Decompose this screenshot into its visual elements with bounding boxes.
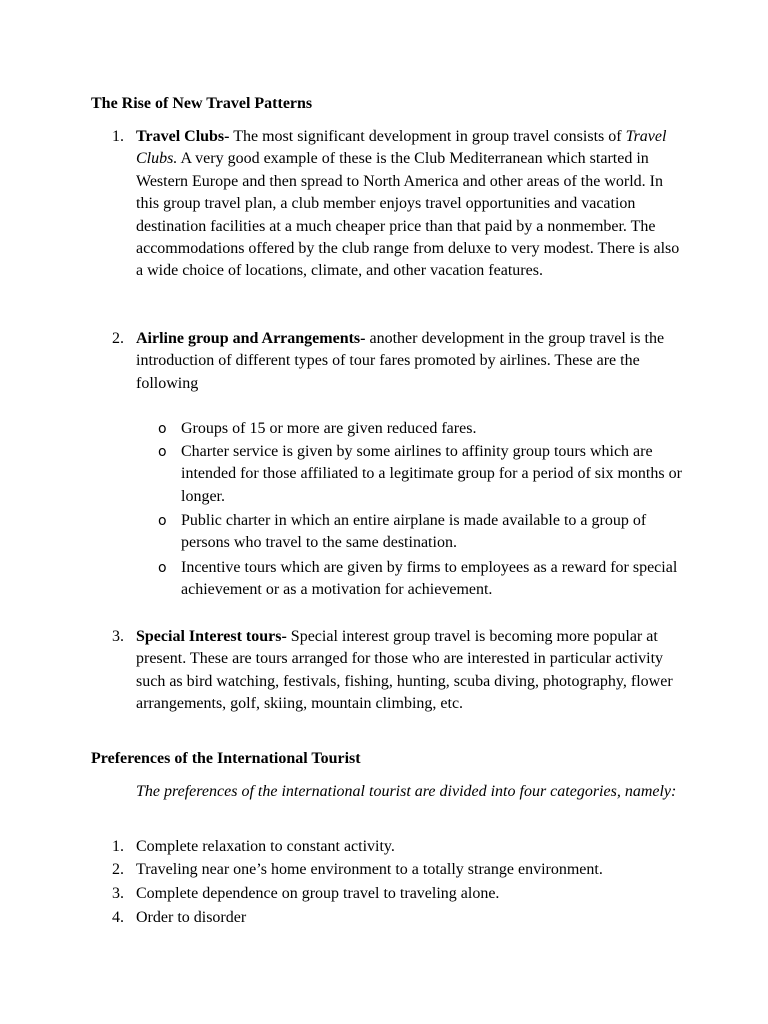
list-item: Traveling near one’s home environment to a totally strange environment.: [136, 861, 603, 878]
list-number: 4.: [112, 909, 124, 926]
intro-paragraph: The preferences of the international tourist are divided into four categories, namely:: [136, 783, 677, 800]
bullet-text: Public charter in which an entire airplane is made available to a group of persons who travel to the same destination.: [181, 512, 647, 552]
item-text: A very good example of these is the Club Mediterranean which started in Western Europe and then spread to North America and other areas of the world. In this group travel plan, a club member enjoys travel opportunities and vacation destination facilities at a much cheaper price than that paid by a nonmember. The accommodations offered by the club range from deluxe to very modest. There is also a wide choice of locations, climate, and other vacation features.: [136, 150, 680, 280]
section-heading-preferences: Preferences of the International Tourist: [91, 750, 361, 767]
item-title: Airline group and Arrangements-: [136, 330, 366, 347]
bullet-marker: o: [158, 421, 167, 437]
list-item: Complete dependence on group travel to traveling alone.: [136, 885, 500, 902]
list-item-travel-clubs: [136, 126, 681, 283]
item-text: another development in the group travel is the introduction of different types of tour fares promoted by airlines. These are the following: [136, 330, 665, 392]
item-text: The most significant development in group travel consists of: [229, 128, 626, 145]
list-number: 2.: [112, 861, 124, 878]
section-heading-travel-patterns: The Rise of New Travel Patterns: [91, 95, 313, 112]
list-item: Order to disorder: [136, 909, 247, 926]
bullet-text: Charter service is given by some airlines to affinity group tours which are intended for those affiliated to a legitimate group for a period of six months or longer.: [181, 443, 682, 505]
bullet-marker: o: [158, 444, 167, 460]
bullet-text: Incentive tours which are given by firms to employees as a reward for special achievement or as a motivation for achievement.: [181, 559, 678, 599]
item-title: Travel Clubs-: [136, 128, 230, 145]
list-number: 2.: [112, 330, 124, 347]
item-text: Special interest group travel is becoming more popular at present. These are tours arranged for those who are interested in particular activity such as bird watching, festivals, fishing, hunting, scuba diving, photography, flower arrangements, golf, skiing, mountain climbing, etc.: [136, 628, 673, 713]
item-italic-term: Travel Clubs.: [136, 128, 667, 168]
list-item-special-interest: [136, 626, 681, 716]
bullet-marker: o: [158, 560, 167, 576]
list-item-airline-group: [136, 328, 681, 395]
bullet-marker: o: [158, 513, 167, 529]
bullet-text: Groups of 15 or more are given reduced fares.: [181, 420, 477, 437]
list-number: 1.: [112, 128, 124, 145]
list-number: 3.: [112, 885, 124, 902]
list-number: 1.: [112, 838, 124, 855]
list-number: 3.: [112, 628, 124, 645]
item-title: Special Interest tours-: [136, 628, 287, 645]
list-item: Complete relaxation to constant activity.: [136, 838, 395, 855]
